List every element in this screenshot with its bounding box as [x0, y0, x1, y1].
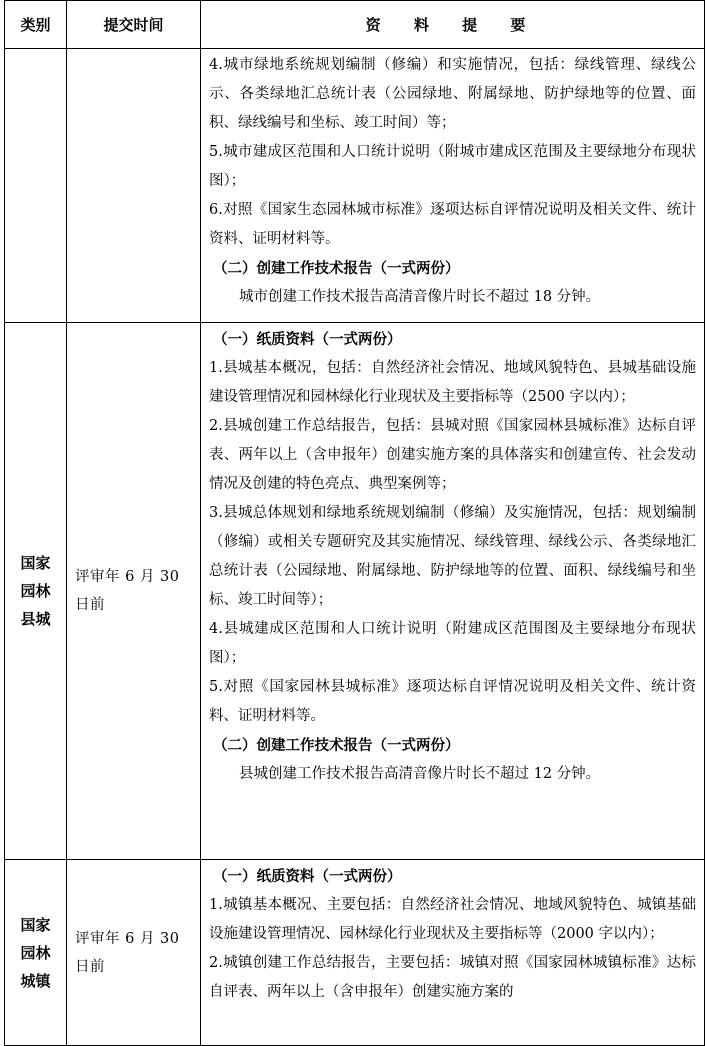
- header-category: 类别: [5, 1, 67, 49]
- materials-table: [4, 0, 705, 1046]
- county-time: 评审年 6 月 30 日前: [67, 323, 201, 860]
- list-item: 3.县城总体规划和绿地系统规划编制（修编）及实施情况，包括：规划编制（修编）或相关专题研究及其实施情况、绿线管理、绿线公示、各类绿地汇总统计表（公园绿地、附属绿地、防护绿地等的位置、面积、绿线编号和坐标、竣工时间等）；: [209, 505, 696, 608]
- section-title: （一）纸质资料（一式两份）: [213, 868, 402, 885]
- header-materials: 资 料 提 要: [201, 1, 705, 49]
- city-time-cell: [67, 49, 201, 323]
- list-item: 2.县城创建工作总结报告，包括：县城对照《国家园林县城标准》达标自评表、两年以上（含申报年）创建实施方案的具体落实和创建宣传、社会发动情况及创建的特色亮点、典型案例等；: [209, 418, 696, 492]
- row-town: [5, 860, 705, 1046]
- list-item: 5.城市建成区范围和人口统计说明（附城市建成区范围及主要绿地分布现状图）；: [209, 144, 696, 189]
- section-title: （一）纸质资料（一式两份）: [213, 331, 402, 348]
- list-item: 4.城市绿地系统规划编制（修编）和实施情况，包括：绿线管理、绿线公示、各类绿地汇总统计表（公园绿地、附属绿地、防护绿地等的位置、面积、绿线编号和坐标、竣工时间）等；: [209, 57, 696, 131]
- list-item: 1.城镇基本概况、主要包括：自然经济社会情况、地域风貌特色、城镇基础设施建设管理情况、园林绿化行业现状及主要指标等（2000 字以内）；: [209, 897, 696, 942]
- section-text: 城市创建工作技术报告高清音像片时长不超过 18 分钟。: [239, 289, 601, 305]
- town-category-label: 国家园林城镇: [20, 915, 51, 990]
- section-title: （二）创建工作技术报告（一式两份）: [213, 737, 460, 754]
- city-materials-cell: [201, 49, 705, 323]
- county-category-label: 国家园林县城: [20, 554, 51, 628]
- city-category-cell: [5, 49, 67, 323]
- section-text: 县城创建工作技术报告高清音像片时长不超过 12 分钟。: [239, 766, 601, 782]
- list-item: 2.城镇创建工作总结报告，主要包括：城镇对照《国家园林城镇标准》达标自评表、两年以上（含申报年）创建实施方案的: [209, 955, 696, 1000]
- list-item: 1.县城基本概况，包括：自然经济社会情况、地域风貌特色、县城基础设施建设管理情况和园林绿化行业现状及主要指标等（2500 字以内）；: [209, 360, 696, 405]
- town-materials-cell: [201, 860, 705, 1046]
- header-time: 提交时间: [67, 1, 201, 49]
- town-time: 评审年 6 月 30 日前: [67, 860, 201, 1046]
- list-item: 6.对照《国家生态园林城市标准》逐项达标自评情况说明及相关文件、统计资料、证明材料等。: [209, 202, 696, 247]
- header-row: [5, 1, 705, 49]
- section-title: （二）创建工作技术报告（一式两份）: [213, 260, 460, 277]
- list-item: 5.对照《国家园林县城标准》逐项达标自评情况说明及相关文件、统计资料、证明材料等。: [209, 679, 696, 724]
- list-item: 4.县城建成区范围和人口统计说明（附建成区范围图及主要绿地分布现状图）；: [209, 621, 696, 666]
- county-category: [5, 323, 67, 860]
- row-county: [5, 323, 705, 860]
- town-category: [5, 860, 67, 1046]
- row-city: [5, 49, 705, 323]
- county-materials-cell: [201, 323, 705, 860]
